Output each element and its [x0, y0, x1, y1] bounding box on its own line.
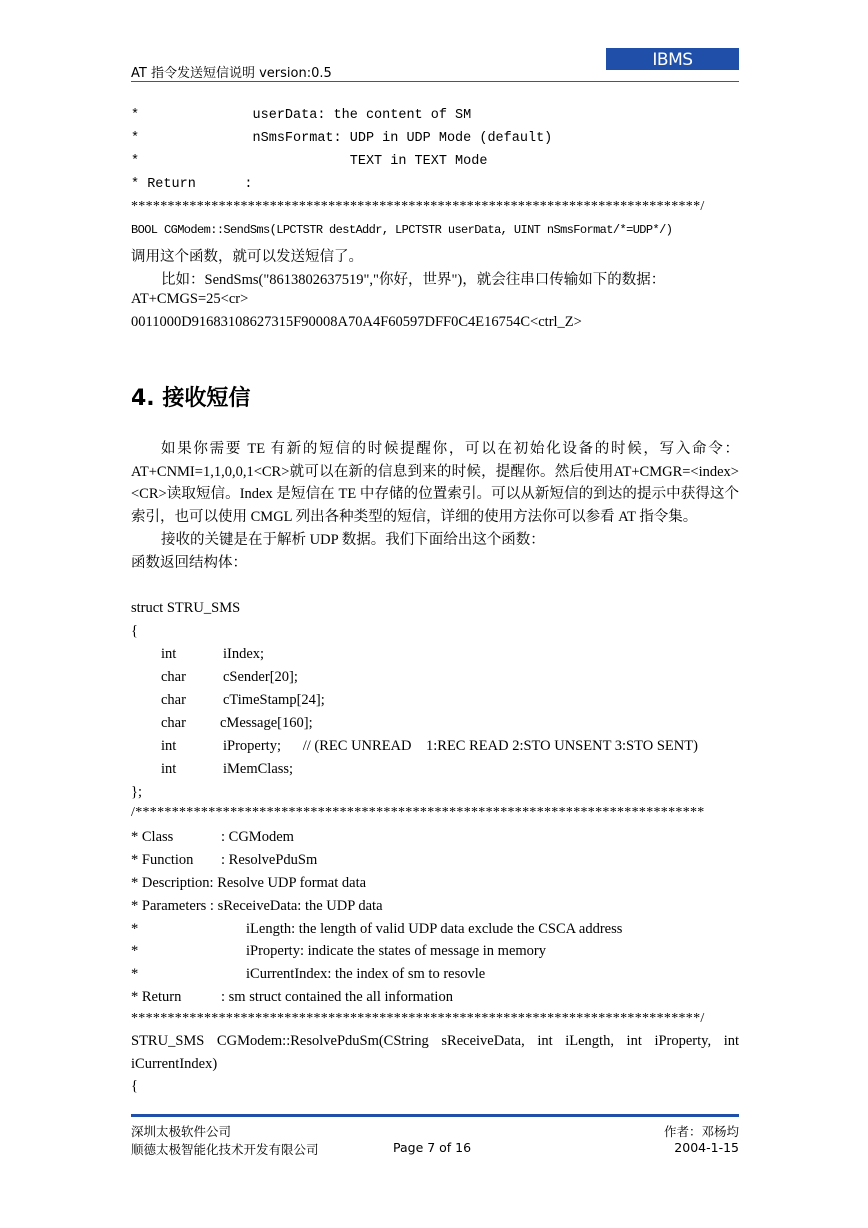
doc-key: * Parameters :: [131, 898, 214, 914]
struct-field: [161, 646, 264, 663]
function-declaration: [131, 1030, 739, 1075]
brace: {: [131, 1078, 138, 1094]
footer-date: 2004-1-15: [674, 1140, 739, 1155]
footer-author: 作者：邓杨均: [663, 1124, 739, 1139]
code-line: * nSmsFormat: UDP in UDP Mode (default): [131, 131, 553, 146]
doc-value: iProperty: indicate the states of message in memory: [246, 943, 546, 959]
field-type: int: [161, 761, 177, 777]
header-title: AT 指令发送短信说明 version:0.5: [131, 66, 332, 81]
doc-line: [131, 943, 546, 960]
doc-key: *: [131, 921, 139, 937]
field-name: cMessage[160];: [220, 715, 313, 731]
paragraph-text: 函数返回结构体：: [131, 554, 247, 571]
doc-value: : CGModem: [221, 829, 294, 845]
field-name: cTimeStamp[24];: [223, 692, 325, 708]
field-type: int: [161, 738, 177, 754]
doc-line: [131, 966, 485, 983]
code-line: * Return :: [131, 177, 253, 192]
doc-key: * Function: [131, 852, 194, 868]
doc-line: [131, 829, 294, 846]
field-type: char: [161, 692, 186, 708]
field-type: char: [161, 669, 186, 685]
field-type: int: [161, 646, 177, 662]
example-text: 比如：SendSms("8613802637519","你好，世界")，就会往串口传输如下的数据：: [161, 272, 666, 288]
field-name: iProperty; // (REC UNREAD 1:REC READ 2:STO UNSENT 3:STO SENT): [223, 738, 698, 754]
struct-name: struct STRU_SMS: [131, 600, 241, 616]
doc-line: [131, 989, 453, 1006]
section-paragraph: [131, 438, 739, 574]
code-line: * userData: the content of SM: [131, 108, 472, 123]
doc-value: : ResolvePduSm: [221, 852, 318, 868]
field-name: iMemClass;: [223, 761, 294, 777]
struct-field: [161, 715, 313, 732]
struct-field: [161, 692, 325, 709]
footer-page-number: Page 7 of 16: [393, 1140, 472, 1155]
paragraph-text: 接收的关键是在于解析 UDP 数据。我们下面给出这个函数：: [161, 531, 545, 548]
field-name: cSender[20];: [223, 669, 298, 685]
doc-value: Resolve UDP format data: [217, 875, 367, 891]
doc-key: *: [131, 966, 139, 982]
doc-value: iLength: the length of valid UDP data exclude the CSCA address: [246, 921, 623, 937]
comment-begin-line: /******************************************************************************: [131, 805, 705, 820]
at-data: 0011000D91683108627315F90008A70A4F60597DFF0C4E16754C<ctrl_Z>: [131, 314, 582, 330]
section-heading: 4. 接收短信: [131, 386, 251, 411]
doc-value: sReceiveData: the UDP data: [217, 898, 383, 914]
doc-key: * Return: [131, 989, 182, 1005]
doc-value: : sm struct contained the all information: [221, 989, 453, 1005]
footer-divider: [131, 1114, 739, 1117]
doc-key: * Description:: [131, 875, 214, 891]
body-text: 调用这个函数，就可以发送短信了。: [131, 249, 363, 265]
at-command: AT+CMGS=25<cr>: [131, 291, 249, 307]
struct-field: [161, 738, 698, 755]
doc-line: [131, 875, 366, 892]
doc-line: [131, 852, 317, 869]
brace: };: [131, 784, 142, 800]
doc-line: [131, 921, 622, 938]
declaration-text: STRU_SMS CGModem::ResolvePduSm(CString sReceiveData, int iLength, int iProperty, int iCurrentIndex): [131, 1033, 739, 1072]
doc-value: iCurrentIndex: the index of sm to resovle: [246, 966, 486, 982]
struct-field: [161, 669, 298, 686]
field-name: iIndex;: [223, 646, 265, 662]
comment-end-line: ******************************************************************************/: [131, 1011, 705, 1026]
struct-field: [161, 761, 293, 778]
field-type: char: [161, 715, 186, 731]
ibms-logo: IBMS: [606, 48, 739, 70]
doc-key: * Class: [131, 829, 174, 845]
footer-company-1: 深圳太极软件公司: [131, 1124, 232, 1139]
comment-end-line: ******************************************************************************/: [131, 199, 705, 214]
paragraph-text: 如果你需要 TE 有新的短信的时候提醒你，可以在初始化设备的时候，写入命令：AT+CNMI=1,1,0,0,1<CR>就可以在新的信息到来的时候，提醒你。然后使用AT+CMGR=<index><CR>读取短信。Index 是短信在 TE 中存储的位置索引。可以从新短信的到达的提示中获得这个索引，也可以使用 CMGL 列出各种类型的短信，详细的使用方法你可以参看 AT 指令集。: [131, 441, 739, 526]
doc-line: [131, 898, 383, 915]
header-divider: [131, 81, 739, 82]
brace: {: [131, 623, 138, 639]
footer-company-2: 顺德太极智能化技术开发有限公司: [131, 1142, 319, 1157]
function-declaration: BOOL CGModem::SendSms(LPCTSTR destAddr, LPCTSTR userData, UINT nSmsFormat/*=UDP*/): [131, 223, 673, 237]
code-line: * TEXT in TEXT Mode: [131, 154, 488, 169]
doc-key: *: [131, 943, 139, 959]
